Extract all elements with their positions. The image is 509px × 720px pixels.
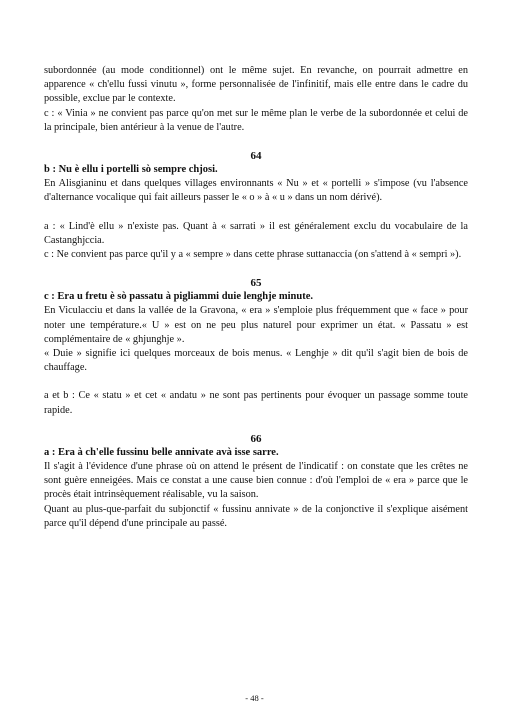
section-number: 66 bbox=[250, 432, 262, 445]
section-heading: c : Era u fretu è sò passatu à pigliammi duie lenghje minute. bbox=[44, 291, 314, 303]
intro-paragraph: subordonnée (au mode conditionnel) ont le même sujet. En revanche, on pourrait admettre en apparence « ch'ellu fussi vinutu », forme personnalisée de l'infinitif, mais elle entre dans le cadre du possible, exclue par le contexte. bbox=[44, 65, 468, 105]
section-paragraph: c : Ne convient pas parce qu'il y a « sempre » dans cette phrase suttanaccia (on s'attend à « sempri »). bbox=[44, 249, 462, 261]
page-body bbox=[44, 64, 468, 531]
section-paragraph: a : « Lind'è ellu » n'existe pas. Quant à « sarrati » il est généralement exclu du vocabulaire de la Castanghjccia. bbox=[44, 220, 468, 246]
section-paragraph: Il s'agit à l'évidence d'une phrase où on attend le présent de l'indicatif : on constate que les crêtes ne sont guère enneigées. Mais ce constat a une cause bien connue : d'où l'emploi de « era » parce que le procès était intrinsèquement réalisable, vu la saison. bbox=[44, 461, 468, 501]
intro-paragraph: c : « Vinia » ne convient pas parce qu'on met sur le même plan le verbe de la subordonnée et celui de la principale, bien antérieur à la venue de l'autre. bbox=[44, 107, 468, 133]
section-heading: a : Era à ch'elle fussinu belle annivate avà isse sarre. bbox=[44, 446, 279, 458]
section-paragraph: En Alisgianinu et dans quelques villages environnants « Nu » et « portelli » s'impose (vu l'absence d'alternance vocalique qui fait ailleurs passer le « o » à « u » dans un nom dérivé). bbox=[44, 178, 468, 204]
section-paragraph: « Duie » signifie ici quelques morceaux de bois menus. « Lenghje » dit qu'il s'agit bien de bois de chauffage. bbox=[44, 348, 468, 374]
section-number: 65 bbox=[250, 277, 262, 290]
section-paragraph: En Viculacciu et dans la vallée de la Gravona, « era » s'emploie plus fréquemment que « face » pour noter une température.« U » est on ne peu plus naturel pour exprimer un état. « Passatu » est complémentaire de « ghjunghje ». bbox=[44, 305, 468, 345]
section-paragraph: a et b : Ce « statu » et cet « andatu » ne sont pas pertinents pour évoquer un passage somme toute rapide. bbox=[44, 390, 468, 416]
page-number: - 48 - bbox=[245, 693, 264, 703]
section-paragraph: Quant au plus-que-parfait du subjonctif « fussinu annivate » de la conjonctive il s'explique aisément parce qu'il dépend d'une principale au passé. bbox=[44, 503, 468, 529]
section-heading: b : Nu è ellu i portelli sò sempre chjosi. bbox=[44, 164, 218, 176]
section-number: 64 bbox=[250, 150, 262, 163]
